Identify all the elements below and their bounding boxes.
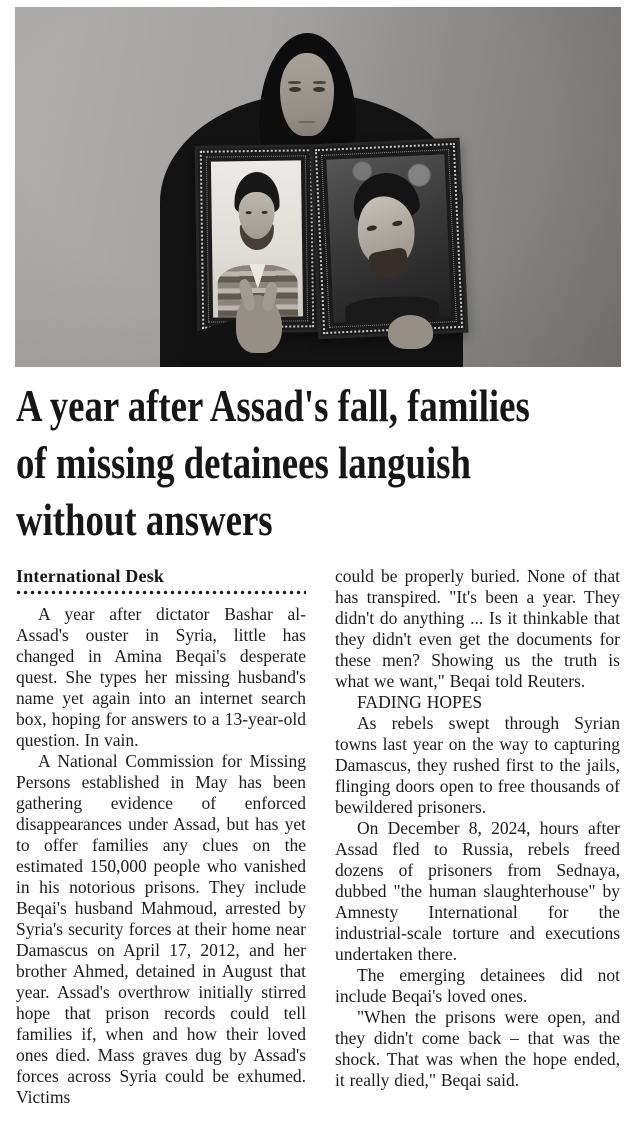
portrait-left-photo [210, 160, 303, 317]
paragraph: The emerging detainees did not include Beqai's loved ones. [335, 965, 620, 1006]
headline-line-1: A year after Assad's fall, families [16, 380, 530, 431]
paragraph: As rebels swept through Syrian towns last year on the way to capturing Damascus, they rushed first to the jails, flinging doors open to free thousands of bewildered prisoners. [335, 713, 620, 817]
framed-portrait-right [309, 138, 468, 340]
paragraph: A National Commission for Missing Persons established in May has been gathering evidence of enforced disappearances under Assad, but has yet to offer families any clues on the estimated 150,000 people who vanished in his notorious prisons. They include Beqai's husband Mahmoud, arrested by Syria's security forces at their home near Damascus on April 17, 2012, and her brother Ahmed, detained in August that year. Assad's overthrow initially stirred hope that prison records could tell families if, when and how their loved ones died. Mass graves dug by Assad's forces across Syria could be exhumed. Victims [16, 751, 306, 1107]
byline-dotted-rule [16, 590, 306, 595]
woman-eye-left [289, 87, 301, 92]
woman-eye-right [313, 87, 325, 92]
paragraph: A year after dictator Bashar al-Assad's ouster in Syria, little has changed in Amina Beqai's desperate quest. She types her missing husband's name yet again into an internet search box, hoping for answers to a 13-year-old question. In vain. [16, 604, 306, 750]
article-photo [15, 7, 621, 367]
article-body [16, 566, 620, 1108]
woman-brow-right [313, 81, 326, 84]
column-right [335, 566, 620, 1108]
headline-line-3: without answers [16, 494, 273, 545]
man2-beard [368, 247, 410, 281]
section-byline: International Desk [16, 566, 165, 586]
paragraph: "When the prisons were open, and they didn't come back – that was the shock. That was when the hope ended, it really died," Beqai said. [335, 1007, 620, 1090]
portrait-right-photo [326, 154, 451, 322]
man2-shirt [344, 295, 440, 323]
man1-eye-left [245, 210, 251, 213]
subhead-fading-hopes: FADING HOPES [357, 692, 483, 712]
headline [16, 377, 620, 548]
paragraph: On December 8, 2024, hours after Assad fled to Russia, rebels freed dozens of prisoners from Sednaya, dubbed "the human slaughterhouse" by Amnesty International for the industrial-scale torture and executions undertaken there. [335, 818, 620, 964]
woman-face [280, 53, 333, 136]
article-page [0, 7, 636, 1142]
woman-mouth [298, 121, 316, 124]
man2-eye-right [392, 220, 403, 226]
column-left [16, 566, 306, 1108]
man2-eye-left [366, 225, 377, 231]
woman-brow-left [288, 81, 301, 84]
man1-eye-right [261, 210, 267, 213]
headline-line-2: of missing detainees languish [16, 437, 471, 488]
paragraph-continuation: could be properly buried. None of that has transpired. "It's been a year. They didn't do anything ... Is it thinkable that they didn't even get the documents for these men? Showing us the truth is what we want," Beqai told Reuters. [335, 566, 620, 691]
woman-hand-right [388, 315, 433, 349]
woman-hand-left [236, 295, 281, 353]
